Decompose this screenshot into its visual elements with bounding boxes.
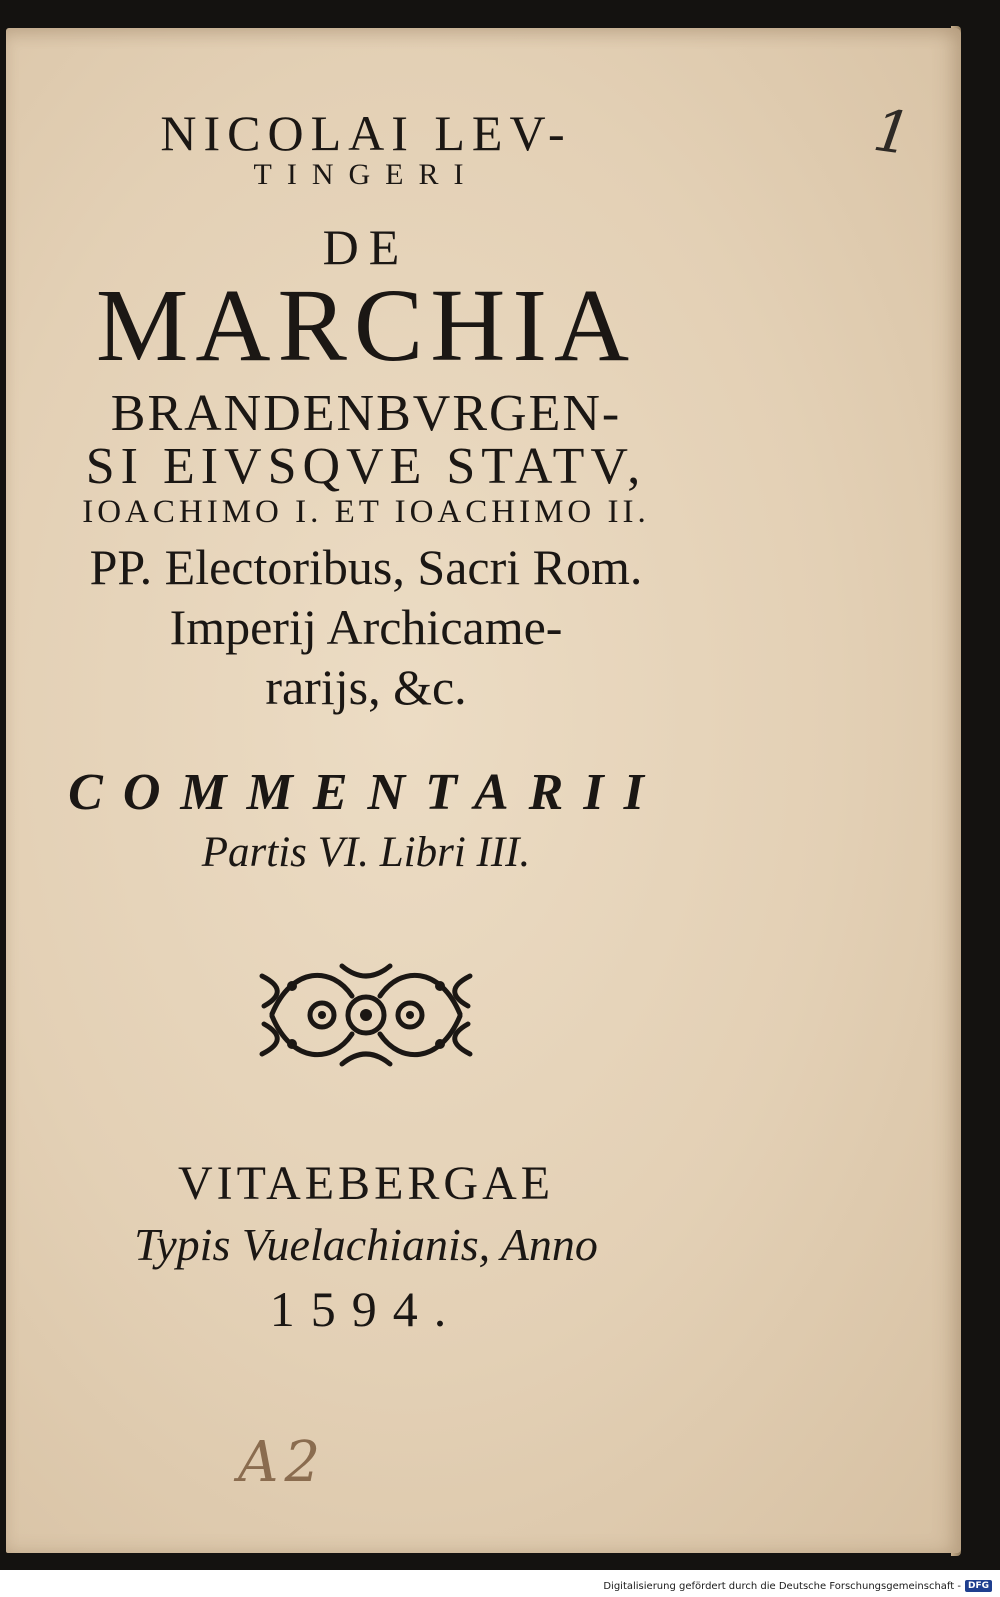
commentarii-heading: COMMENTARII (68, 764, 664, 821)
author-line-2: TINGERI (253, 158, 479, 191)
imprint-place: VITAEBERGAE (177, 1157, 555, 1210)
printers-ornament-icon (252, 956, 480, 1074)
dfg-logo-icon: DFG (965, 1580, 992, 1592)
title-line-3: SI EIVSQVE STATV, (85, 438, 647, 495)
title-line-5: PP. Electoribus, Sacri Rom. (89, 539, 643, 595)
title-de: DE (322, 219, 410, 275)
digitization-footer (603, 1578, 992, 1594)
shelf-mark-handwritten: A2 (238, 1430, 327, 1495)
title-line-2: BRANDENBVRGEN- (110, 385, 622, 442)
imprint-printer: Typis Vuelachianis, Anno (134, 1219, 598, 1270)
footer-credit: Digitalisierung gefördert durch die Deutsche Forschungsgemeinschaft - (603, 1580, 961, 1592)
title-line-4: IOACHIMO I. ET IOACHIMO II. (82, 494, 650, 530)
imprint-year: 1594. (269, 1281, 463, 1337)
title-page (6, 28, 961, 1553)
author-line-1: NICOLAI LEV- (160, 105, 572, 161)
partis-line: Partis VI. Libri III. (201, 829, 531, 876)
title-main: MARCHIA (95, 268, 637, 383)
folio-number-handwritten: 1 (869, 95, 916, 169)
title-line-7: rarijs, &c. (265, 659, 467, 715)
title-line-6: Imperij Archicame- (169, 599, 563, 655)
